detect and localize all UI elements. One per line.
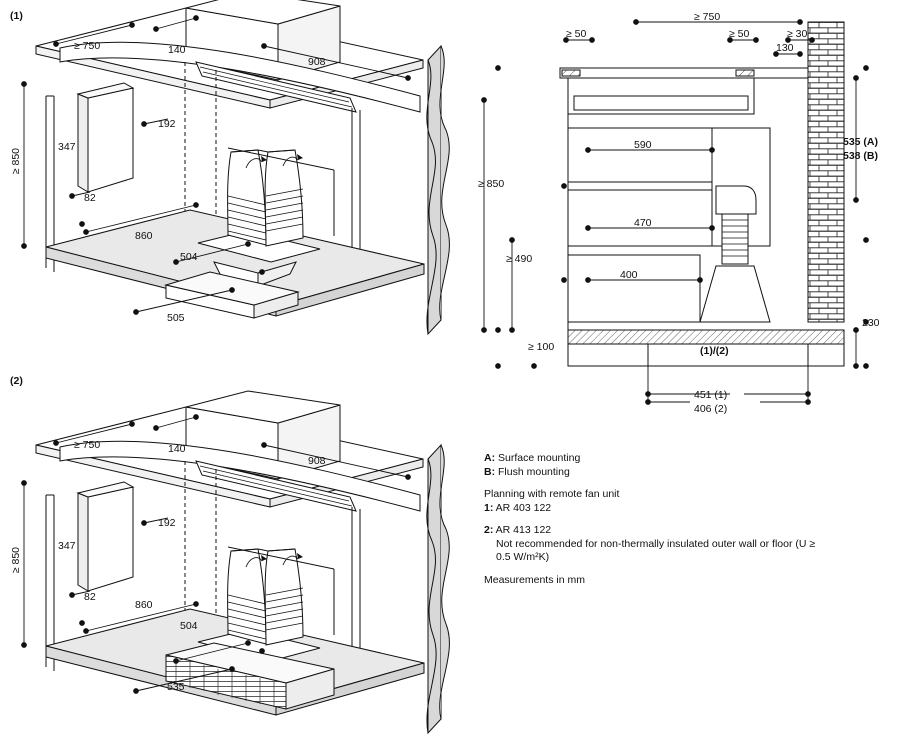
- planning-item2-note-line2: 0.5 W/m²K): [496, 551, 550, 563]
- iso2-dim-depth-140: 140: [168, 443, 186, 455]
- planning-item2-key: 2:: [484, 524, 494, 536]
- planning-item1-text: AR 403 122: [493, 501, 552, 514]
- section-dim-min750: ≥ 750: [694, 11, 721, 23]
- section-dim-230: 230: [862, 317, 880, 329]
- legend-line-a: [484, 452, 884, 479]
- iso2-dim-82: 82: [84, 591, 96, 603]
- planning-item2-text: AR 413 122: [493, 524, 552, 536]
- section-dim-590: 590: [634, 139, 652, 151]
- iso2-dim-min-height: ≥ 850: [10, 547, 22, 574]
- section-dim-min490: ≥ 490: [506, 253, 533, 265]
- iso2-dim-860: 860: [135, 599, 153, 611]
- section-dim-400: 400: [620, 269, 638, 281]
- section-dim-406: 406 (2): [694, 403, 728, 415]
- planning-item2-note-line1: Not recommended for non-thermally insulated outer wall or floor (U ≥: [496, 537, 816, 550]
- legend-b-key: B:: [484, 465, 496, 478]
- iso1-dim-860: 860: [135, 230, 153, 242]
- iso1-dim-width-908: 908: [308, 56, 326, 68]
- iso2-dim-width-908: 908: [308, 455, 326, 467]
- section-dim-min850: ≥ 850: [478, 178, 505, 190]
- legend-a-key: A:: [484, 452, 496, 464]
- iso1-dim-504: 504: [180, 251, 198, 263]
- section-base-label: (1)/(2): [700, 345, 729, 357]
- iso2-dim-535: 535: [167, 681, 185, 693]
- iso2-dim-504: 504: [180, 620, 198, 632]
- units-note: Measurements in mm: [484, 573, 585, 586]
- iso1-dim-depth-140: 140: [168, 44, 186, 56]
- iso2-dim-347: 347: [58, 540, 76, 552]
- iso1-dim-347: 347: [58, 141, 76, 153]
- iso1-dim-min-width: ≥ 750: [74, 40, 101, 52]
- iso1-dim-min-height: ≥ 850: [10, 148, 22, 175]
- iso2-dim-min-width: ≥ 750: [74, 439, 101, 451]
- iso1-dim-82: 82: [84, 192, 96, 204]
- section-dim-470: 470: [634, 217, 652, 229]
- section-dim-535-a: 535 (A): [843, 136, 879, 148]
- section-dim-130: 130: [776, 42, 794, 54]
- planning-item1-key: 1:: [484, 501, 494, 514]
- section-dim-min30: ≥ 30: [787, 28, 808, 40]
- legend-a-text: Surface mounting: [495, 452, 581, 464]
- planning-block: [484, 488, 884, 515]
- section-dim-min50-left: ≥ 50: [566, 28, 587, 40]
- planning-item2-block: [484, 524, 884, 565]
- iso1-dim-505: 505: [167, 312, 185, 324]
- planning-title: Planning with remote fan unit: [484, 488, 620, 500]
- legend-b-text: Flush mounting: [495, 465, 570, 478]
- panel-label-1: (1): [10, 10, 23, 22]
- section-dim-min50-right: ≥ 50: [729, 28, 750, 40]
- section-dim-451: 451 (1): [694, 389, 728, 401]
- section-dim-538-b: 538 (B): [843, 150, 879, 162]
- iso1-dim-192: 192: [158, 118, 176, 130]
- section-view: [560, 22, 844, 366]
- panel-label-2: (2): [10, 375, 23, 387]
- section-dim-min100: ≥ 100: [528, 341, 555, 353]
- legend-notes: [484, 452, 884, 596]
- iso2-dim-192: 192: [158, 517, 176, 529]
